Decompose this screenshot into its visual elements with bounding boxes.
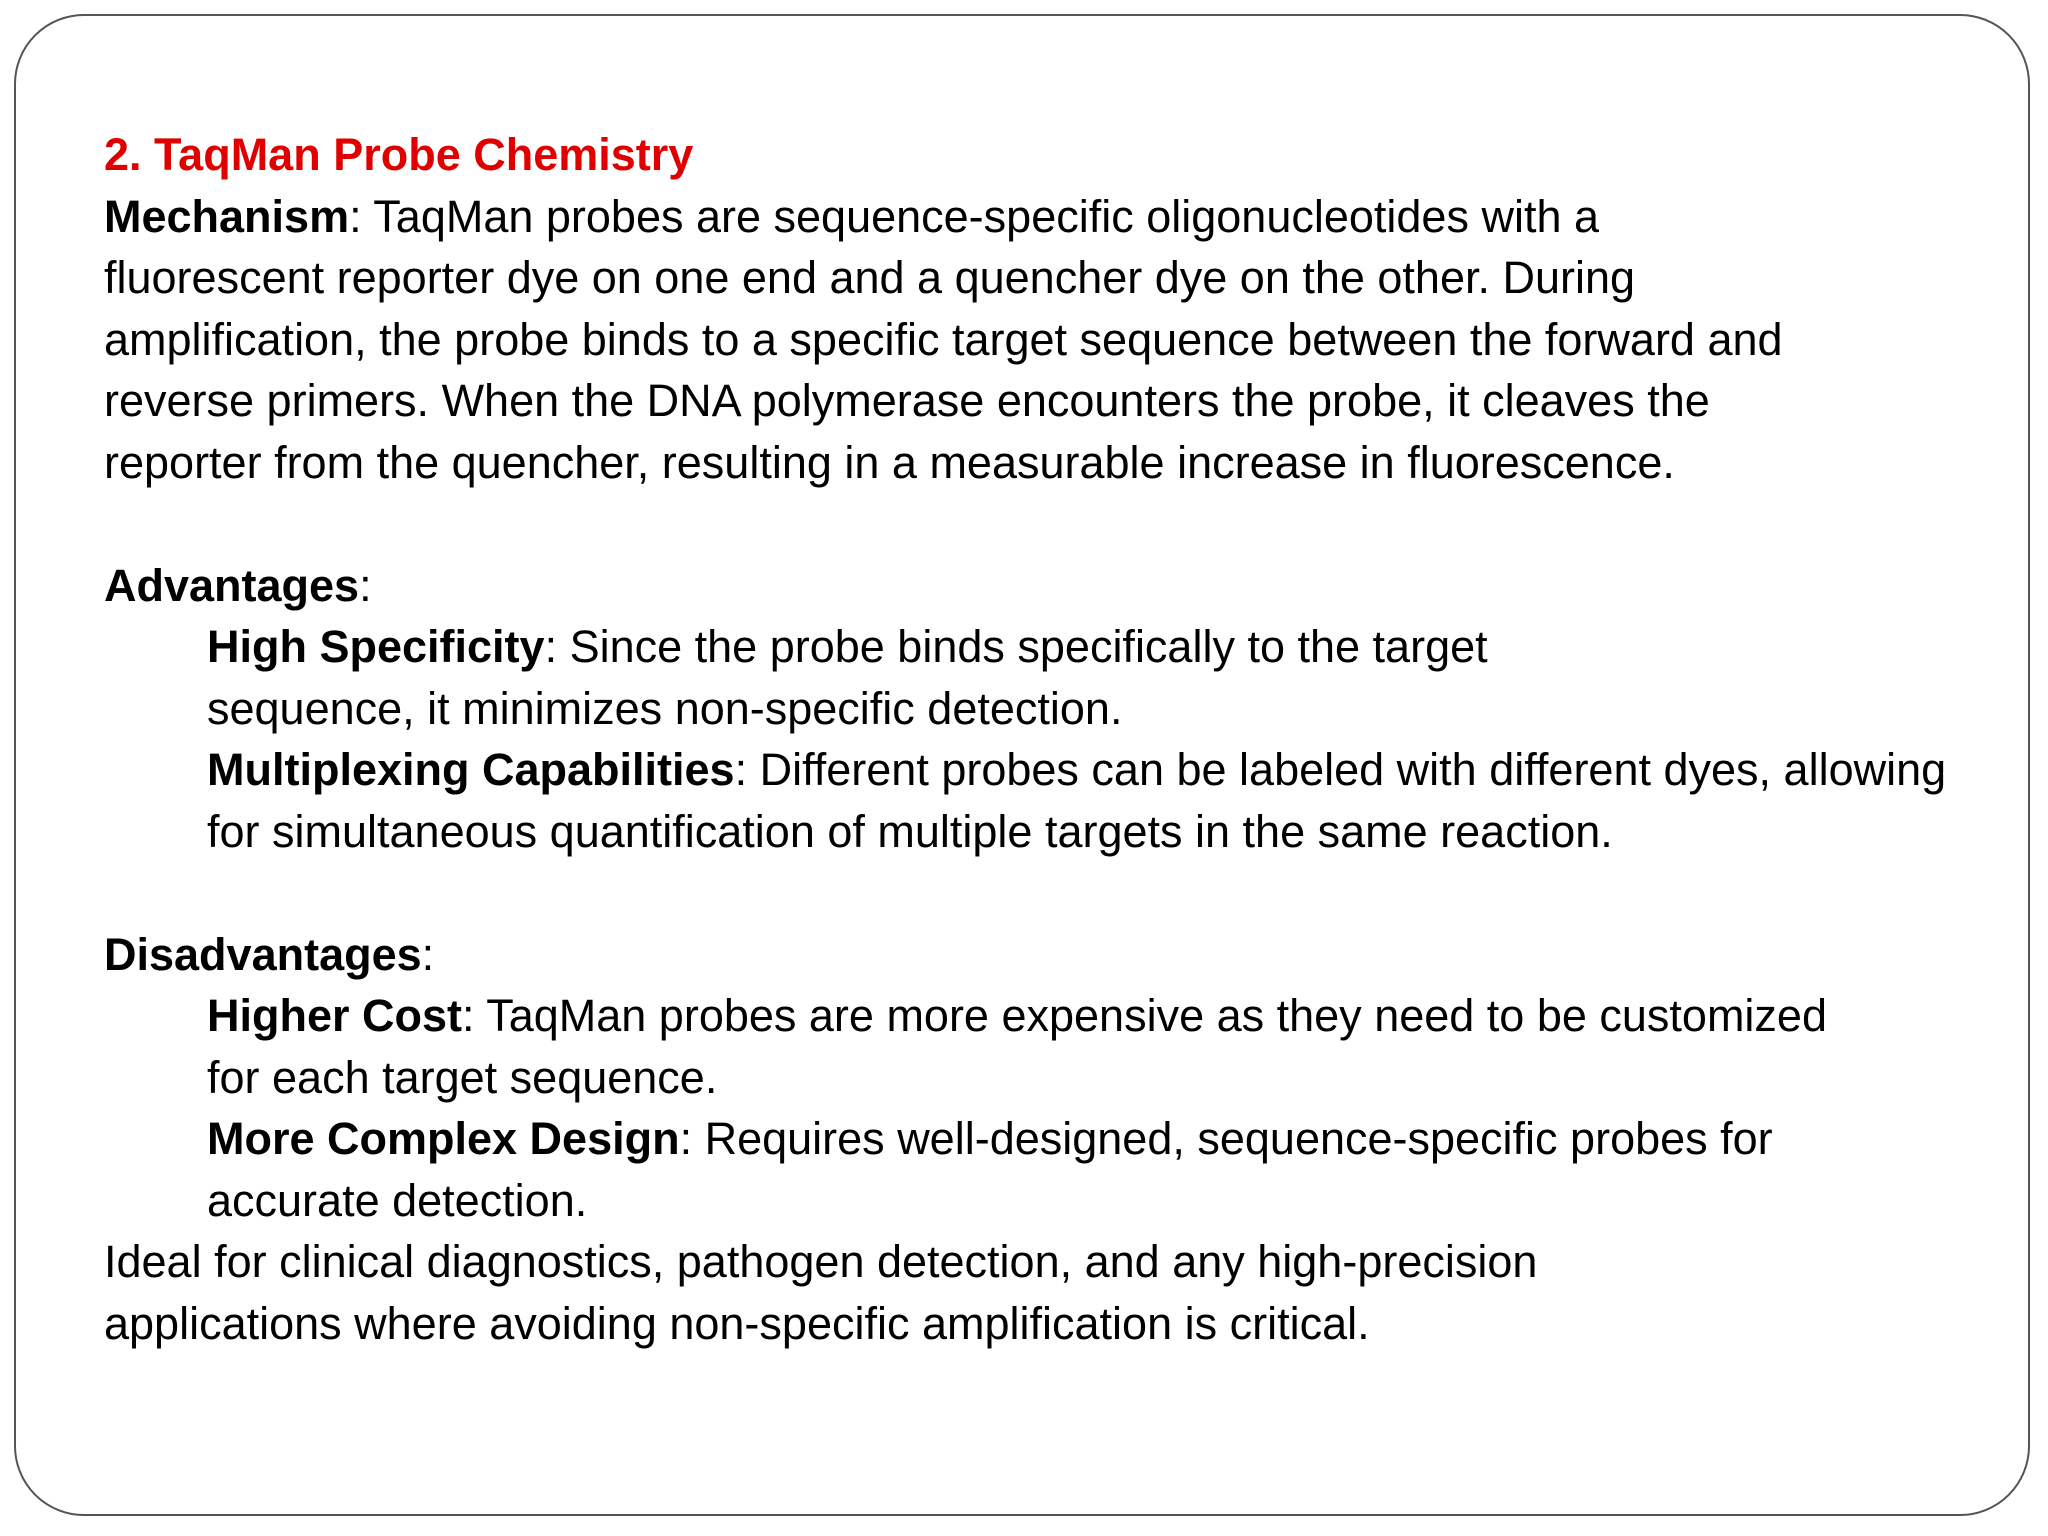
spacer (104, 493, 1984, 555)
advantage-item-label: Multiplexing Capabilities (207, 744, 735, 795)
disadvantages-heading (104, 924, 1984, 986)
advantage-item-text: : Different probes can be labeled with different dyes, allowing for simultaneous quantification of multiple targets in the same reaction. (207, 744, 1947, 857)
disadvantage-item-label: More Complex Design (207, 1113, 680, 1164)
disadvantage-item-text: : Requires well-designed, sequence-specific probes for accurate detection. (207, 1113, 1773, 1226)
advantage-item (104, 739, 1947, 862)
disadvantage-item (104, 1108, 1847, 1231)
advantages-heading (104, 555, 1984, 617)
advantages-suffix: : (359, 559, 372, 611)
disadvantage-item (104, 985, 1847, 1108)
slide-title: 2. TaqMan Probe Chemistry (104, 129, 694, 180)
advantage-item-text: : Since the probe binds specifically to the target sequence, it minimizes non-specific detection. (207, 621, 1488, 734)
slide-content (104, 124, 1984, 1354)
advantage-item-label: High Specificity (207, 621, 545, 672)
conclusion-paragraph: Ideal for clinical diagnostics, pathogen detection, and any high-precision applications where avoiding non-specific amplification is critical. (104, 1236, 1538, 1349)
disadvantage-item-text: : TaqMan probes are more expensive as they need to be customized for each target sequence. (207, 990, 1827, 1103)
disadvantage-item-label: Higher Cost (207, 990, 463, 1041)
advantages-label: Advantages (104, 559, 360, 611)
disadvantages-label: Disadvantages (104, 928, 422, 980)
mechanism-label: Mechanism (104, 190, 350, 242)
slide-frame (14, 14, 2030, 1516)
advantage-item (104, 616, 1687, 739)
spacer (104, 862, 1984, 924)
disadvantages-suffix: : (421, 928, 435, 980)
mechanism-text: : TaqMan probes are sequence-specific oligonucleotides with a fluorescent reporter dye on one end and a quencher dye on the other. During amplification, the probe binds to a specific target sequence between the forward and reverse primers. When the DNA polymerase encounters the probe, it cleaves the reporter from the quencher, resulting in a measurable increase in fluorescence. (104, 190, 1783, 488)
mechanism-paragraph (104, 186, 1824, 494)
